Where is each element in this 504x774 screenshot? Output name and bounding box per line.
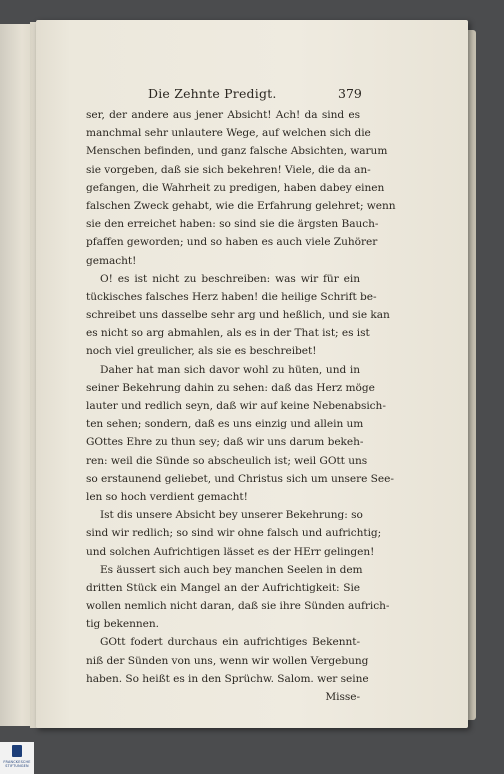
text-line: gefangen, die Wahrheit zu predigen, haben dabey einen — [86, 181, 385, 194]
body-text — [86, 106, 396, 706]
text-line: sie den erreichet haben: so sind sie die ärgsten Bauch- — [86, 218, 379, 231]
text-line: haben. So heißt es in den Sprüchw. Salom. wer seine — [86, 672, 369, 685]
text-line: niß der Sünden von uns, wenn wir wollen Vergebung — [86, 654, 369, 667]
page-title: Die Zehnte Predigt. — [148, 86, 277, 101]
text-line: manchmal sehr unlautere Wege, auf welchen sich die — [86, 127, 371, 140]
logo-text: FRANCKESCHE STIFTUNGEN — [3, 760, 31, 768]
running-head — [36, 86, 468, 106]
text-line: len so hoch verdient gemacht! — [86, 490, 248, 503]
text-line: wollen nemlich nicht daran, daß sie ihre Sünden aufrich- — [86, 600, 390, 613]
text-line: GOttes Ehre zu thun sey; daß wir uns darum bekeh- — [86, 436, 364, 449]
page-number: 379 — [338, 86, 362, 101]
text-line: pfaffen geworden; und so haben es auch viele Zuhörer — [86, 236, 378, 249]
text-line: Menschen befinden, und ganz falsche Absichten, warum — [86, 145, 388, 158]
text-line: dritten Stück ein Mangel an der Aufrichtigkeit: Sie — [86, 581, 360, 594]
logo-mark-icon — [12, 745, 22, 757]
text-line: so erstaunend geliebet, und Christus sich um unsere See- — [86, 472, 394, 485]
text-line: GOtt fodert durchaus ein aufrichtiges Bekennt- — [100, 636, 360, 649]
text-line: ten sehen; sondern, daß es uns einzig und allein um — [86, 418, 364, 431]
text-line: tig bekennen. — [86, 618, 159, 631]
text-line: schreibet uns dasselbe sehr arg und heßlich, und sie kan — [86, 309, 390, 322]
text-line: gemacht! — [86, 254, 137, 267]
text-line: sie vorgeben, daß sie sich bekehren! Viele, die da an- — [86, 163, 371, 176]
text-line: falschen Zweck gehabt, wie die Erfahrung gelehret; wenn — [86, 199, 396, 212]
text-line: ren: weil die Sünde so abscheulich ist; weil GOtt uns — [86, 454, 368, 467]
catchword: Misse- — [325, 691, 360, 703]
text-line: ser, der andere aus jener Absicht! Ach! da sind es — [86, 109, 360, 121]
text-line: tückisches falsches Herz haben! die heilige Schrift be- — [86, 290, 377, 303]
text-line: Ist dis unsere Absicht bey unserer Bekehrung: so — [100, 509, 363, 522]
text-line: sind wir redlich; so sind wir ohne falsch und aufrichtig; — [86, 527, 382, 540]
institution-logo — [0, 742, 34, 774]
text-line: O! es ist nicht zu beschreiben: was wir für ein — [100, 272, 360, 285]
text-line: es nicht so arg abmahlen, als es in der That ist; es ist — [86, 327, 370, 340]
text-line: seiner Bekehrung dahin zu sehen: daß das Herz möge — [86, 381, 375, 394]
text-line: Daher hat man sich davor wohl zu hüten, und in — [100, 363, 360, 376]
text-line: noch viel greulicher, als sie es beschreibet! — [86, 345, 317, 358]
text-line: lauter und redlich seyn, daß wir auf keine Nebenabsich- — [86, 400, 386, 412]
text-line: Es äussert sich auch bey manchen Seelen in dem — [100, 563, 363, 576]
text-line: und solchen Aufrichtigen lässet es der HErr gelingen! — [86, 545, 375, 558]
